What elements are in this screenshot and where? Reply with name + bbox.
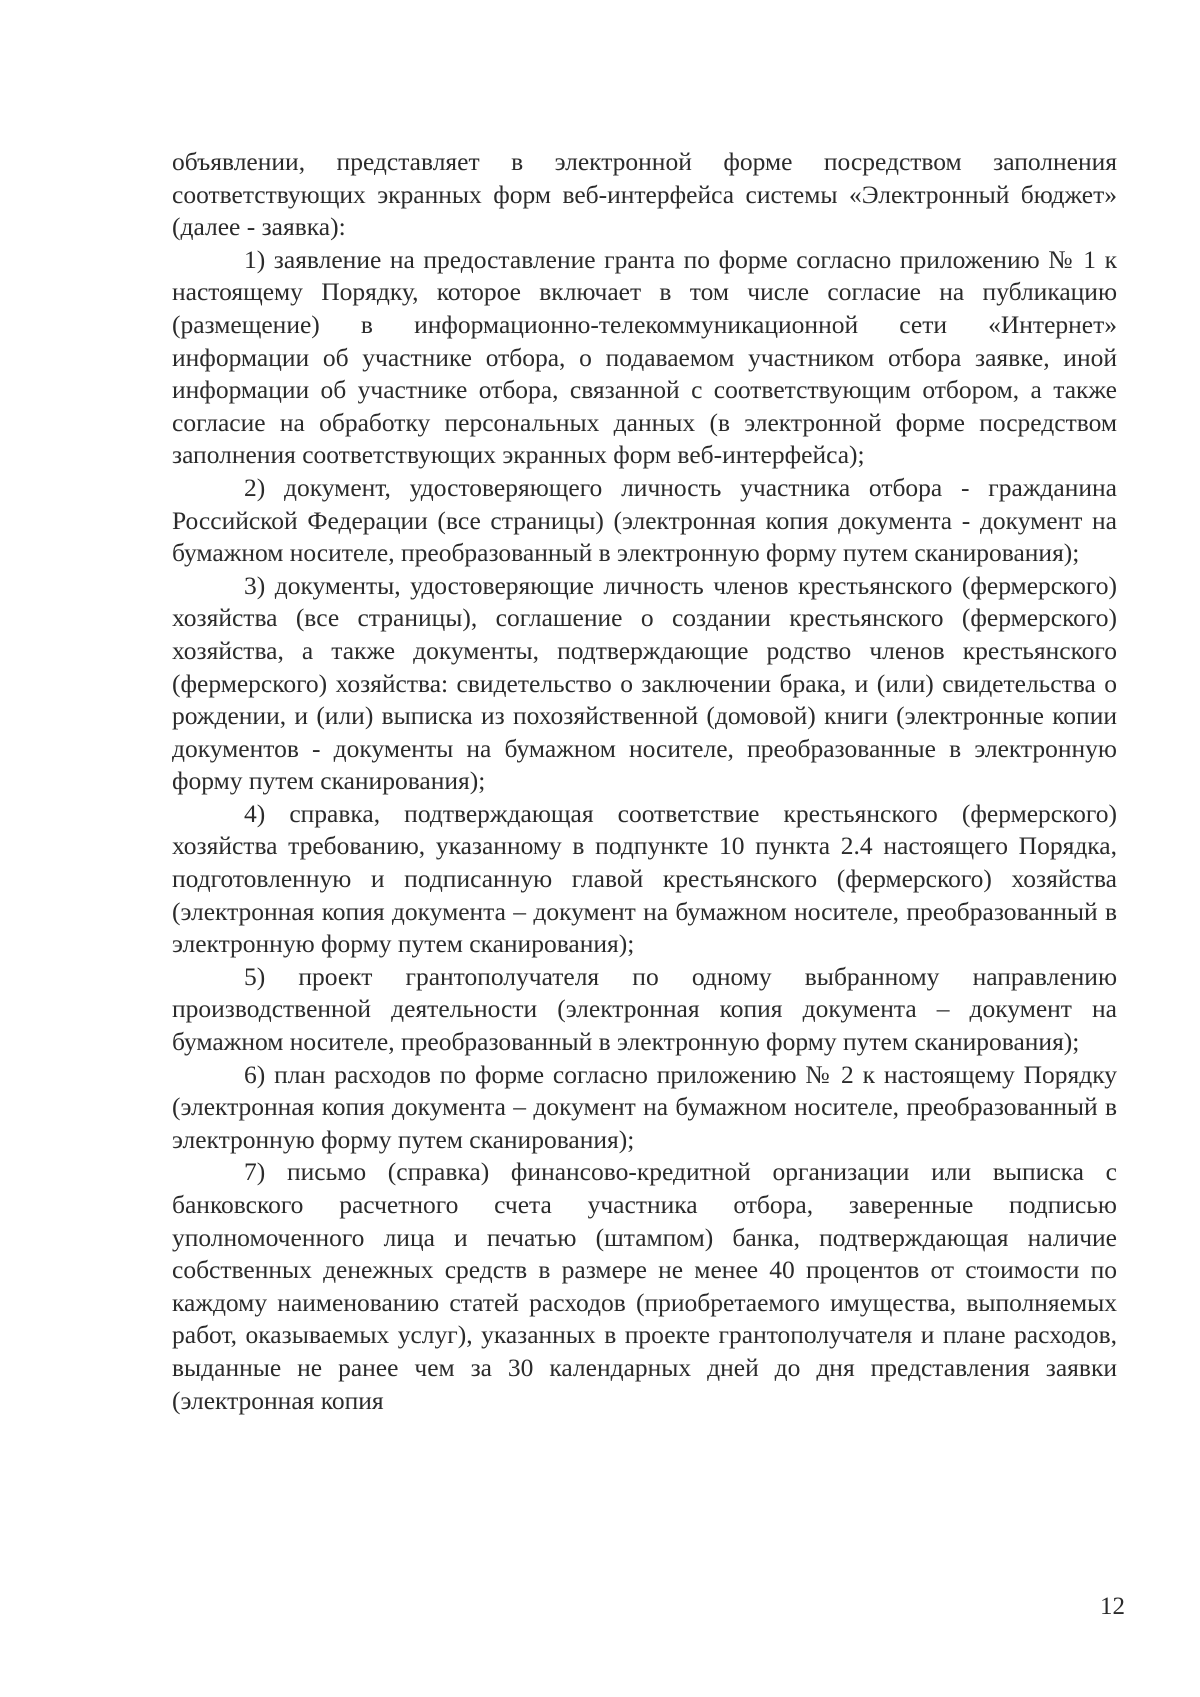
document-body — [172, 146, 1117, 1417]
paragraph-item-2: 2) документ, удостоверяющего личность участника отбора - гражданина Российской Федерации (все страницы) (электронная копия документа - документ на бумажном носителе, преобразованный в электронную форму путем сканирования); — [172, 472, 1117, 568]
paragraph-item-3: 3) документы, удостоверяющие личность членов крестьянского (фермерского) хозяйства (все страницы), соглашение о создании крестьянского (фермерского) хозяйства, а также документы, подтверждающие родство членов крестьянского (фермерского) хозяйства: свидетельство о заключении брака, и (или) свидетельства о рождении, и (или) выписка из похозяйственной (домовой) книги (электронные копии документов - документы на бумажном носителе, преобразованные в электронную форму путем сканирования); — [172, 570, 1117, 796]
paragraph-item-4: 4) справка, подтверждающая соответствие крестьянского (фермерского) хозяйства требованию, указанному в подпункте 10 пункта 2.4 настоящего Порядка, подготовленную и подписанную главой крестьянского (фермерского) хозяйства (электронная копия документа – документ на бумажном носителе, преобразованный в электронную форму путем сканирования); — [172, 798, 1117, 959]
paragraph-intro: объявлении, представляет в электронной форме посредством заполнения соответствующих экранных форм веб-интерфейса системы «Электронный бюджет» (далее - заявка): — [172, 147, 1117, 242]
page-number: 12 — [1100, 1593, 1125, 1620]
paragraph-item-1: 1) заявление на предоставление гранта по форме согласно приложению № 1 к настоящему Порядку, которое включает в том числе согласие на публикацию (размещение) в информационно-телекоммуникационной сети «Интернет» информации об участнике отбора, о подаваемом участником отбора заявке, иной информации об участнике отбора, связанной с соответствующим отбором, а также согласие на обработку персональных данных (в электронной форме посредством заполнения соответствующих экранных форм веб-интерфейса); — [172, 244, 1117, 470]
paragraph-item-6: 6) план расходов по форме согласно приложению № 2 к настоящему Порядку (электронная копия документа – документ на бумажном носителе, преобразованный в электронную форму путем сканирования); — [172, 1059, 1117, 1154]
paragraph-item-7: 7) письмо (справка) финансово-кредитной организации или выписка с банковского расчетного счета участника отбора, заверенные подписью уполномоченного лица и печатью (штампом) банка, подтверждающая наличие собственных денежных средств в размере не менее 40 процентов от стоимости по каждому наименованию статей расходов (приобретаемого имущества, выполняемых работ, оказываемых услуг), указанных в проекте грантополучателя и плане расходов, выданные не ранее чем за 30 календарных дней до дня представления заявки (электронная копия — [172, 1157, 1117, 1415]
paragraph-item-5: 5) проект грантополучателя по одному выбранному направлению производственной деятельности (электронная копия документа – документ на бумажном носителе, преобразованный в электронную форму путем сканирования); — [172, 961, 1117, 1057]
